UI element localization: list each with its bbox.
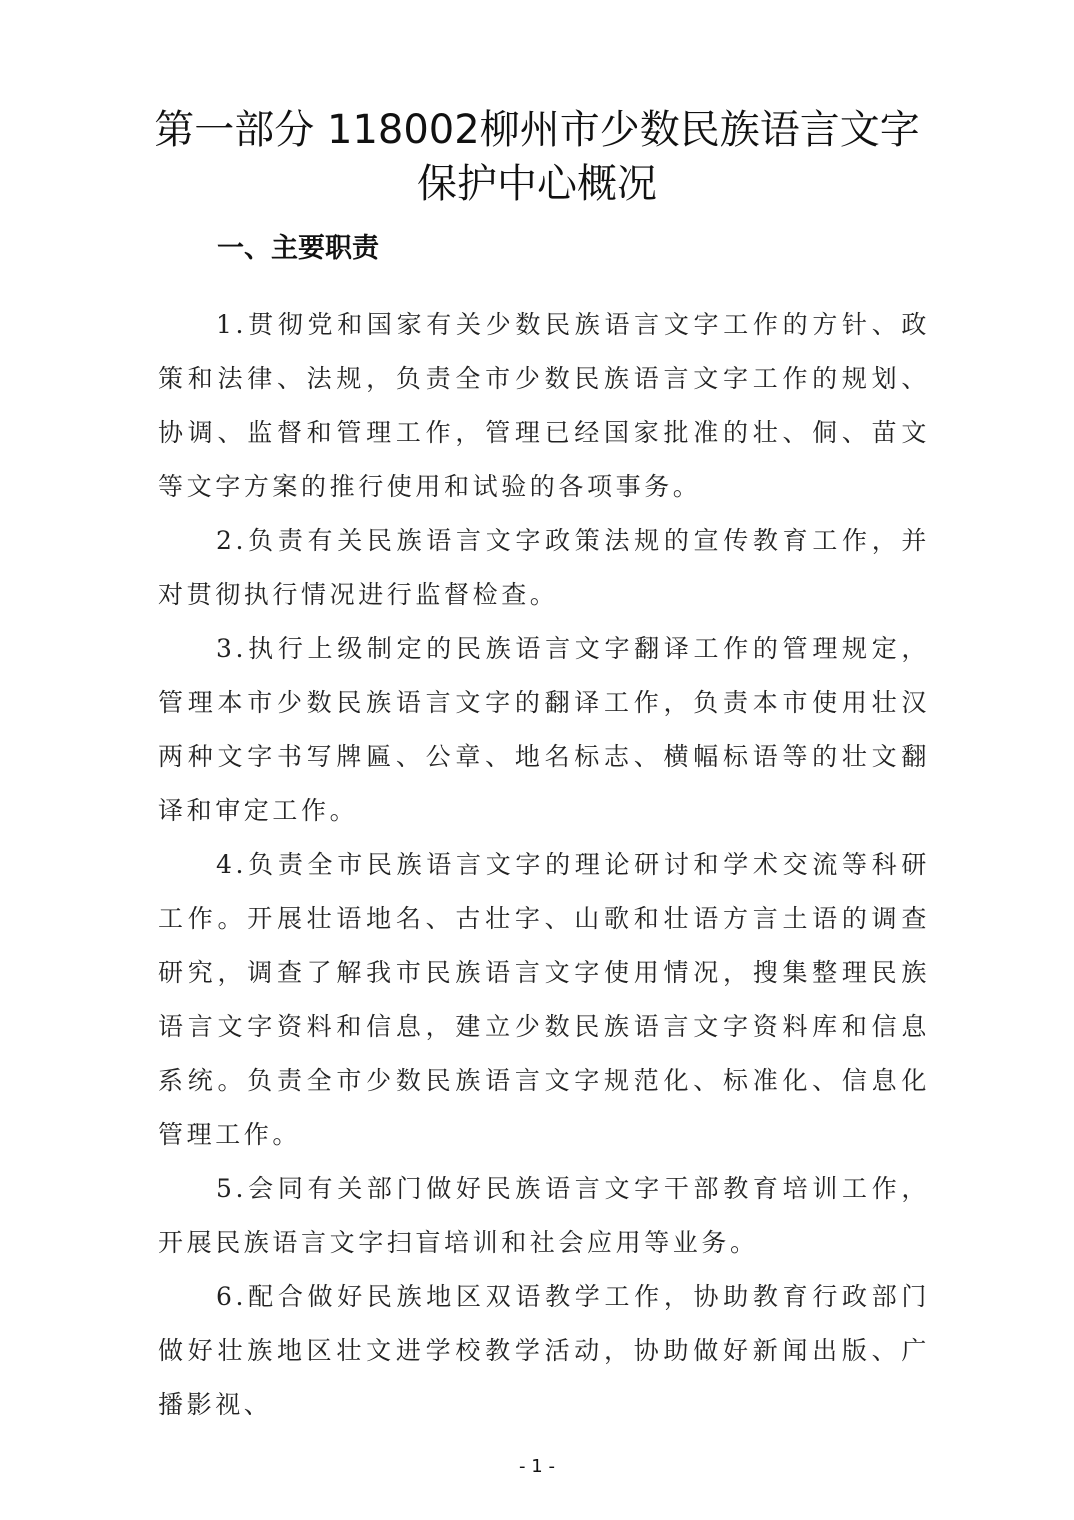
page-number: - 1 - (519, 1456, 555, 1477)
title-line-1: 第一部分 118002柳州市少数民族语言文字 (154, 107, 920, 153)
paragraph-1: 1.贯彻党和国家有关少数民族语言文字工作的方针、政策和法律、法规，负责全市少数民族语言文字工作的规划、协调、监督和管理工作，管理已经国家批准的壮、侗、苗文等文字方案的推行使用和试验的各项事务。 (158, 310, 930, 501)
paragraph-5: 5.会同有关部门做好民族语言文字干部教育培训工作，开展民族语言文字扫盲培训和社会应用等业务。 (158, 1174, 930, 1257)
section-heading: 一、主要职责 (217, 233, 379, 264)
paragraph-6: 6.配合做好民族地区双语教学工作，协助教育行政部门做好壮族地区壮文进学校教学活动，协助做好新闻出版、广播影视、 (158, 1282, 930, 1419)
page-title (120, 103, 954, 211)
paragraph-4: 4.负责全市民族语言文字的理论研讨和学术交流等科研工作。开展壮语地名、古壮字、山歌和壮语方言土语的调查研究，调查了解我市民族语言文字使用情况，搜集整理民族语言文字资料和信息，建立少数民族语言文字资料库和信息系统。负责全市少数民族语言文字规范化、标准化、信息化管理工作。 (158, 850, 930, 1149)
title-line-2: 保护中心概况 (417, 161, 657, 207)
paragraph-3: 3.执行上级制定的民族语言文字翻译工作的管理规定，管理本市少数民族语言文字的翻译工作，负责本市使用壮汉两种文字书写牌匾、公章、地名标志、横幅标语等的壮文翻译和审定工作。 (158, 634, 930, 825)
body-text (158, 298, 930, 1432)
paragraph-2: 2.负责有关民族语言文字政策法规的宣传教育工作，并对贯彻执行情况进行监督检查。 (158, 526, 930, 609)
